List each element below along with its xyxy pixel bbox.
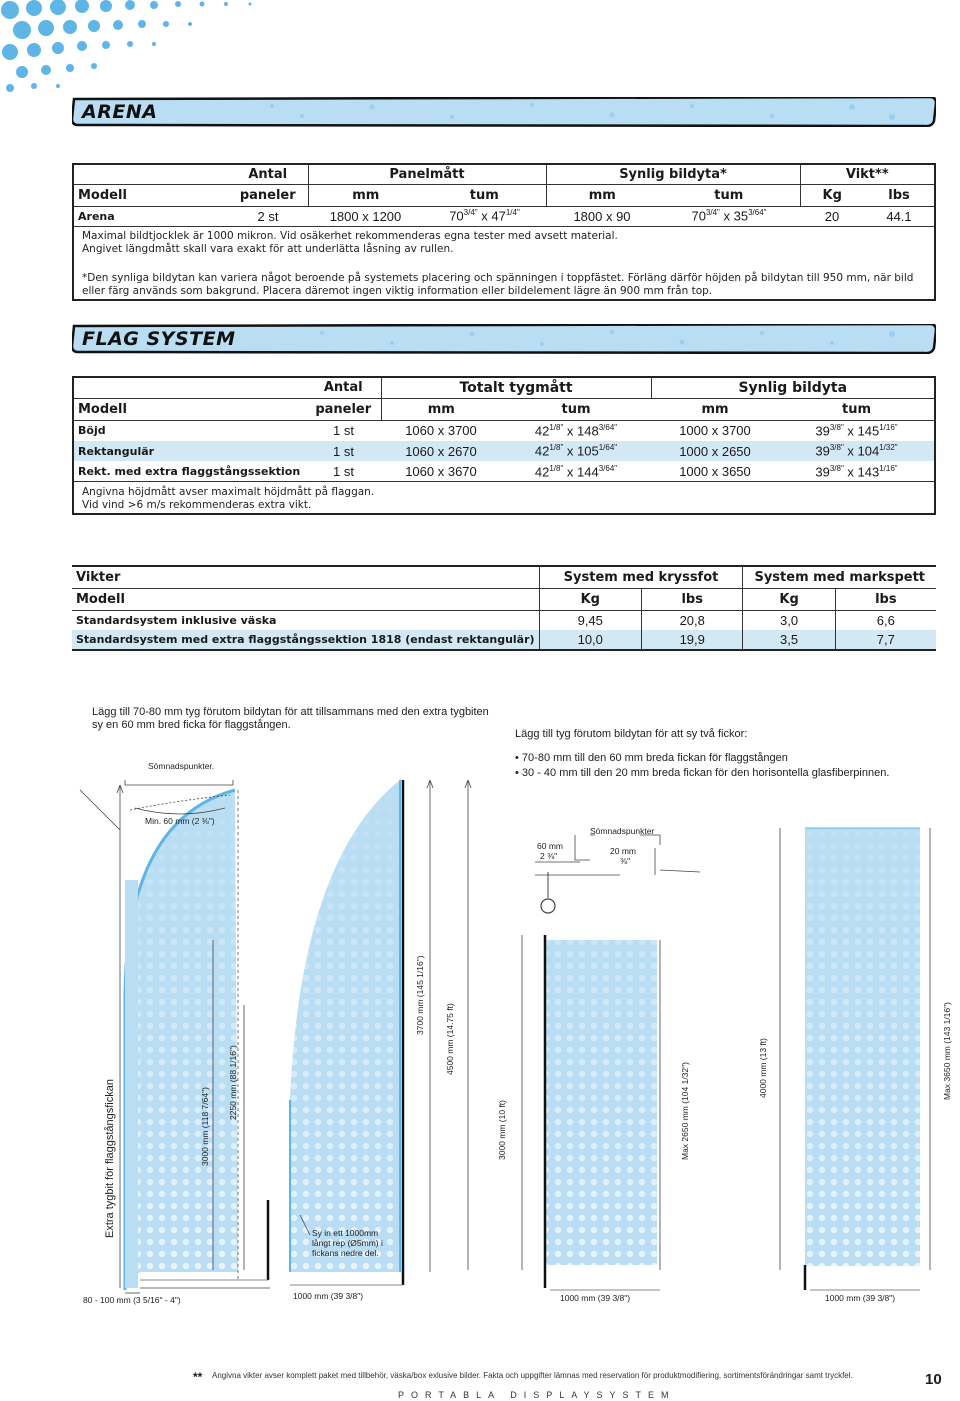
flag-cell-antal: 1 st: [333, 443, 354, 459]
diagram-bullet-2: • 30 - 40 mm till den 20 mm breda fickan för den horisontella glasfiberpinnen.: [515, 767, 890, 779]
mm60-inch-label: 2 ⅜": [540, 851, 558, 861]
arena-cell-synlig-mm: 1800 x 90: [573, 208, 631, 224]
flag-title: FLAG SYSTEM: [82, 328, 236, 350]
flag-cell-modell: Böjd: [78, 424, 106, 438]
weights-row: [72, 630, 936, 650]
arena-synlig-tum-a: 70: [691, 208, 706, 224]
arena-banner: [72, 97, 936, 127]
weights-row: [72, 610, 936, 630]
arena-panel-tum-a-sup: 3/4": [463, 208, 478, 218]
flag-header-synlig: Synlig bildyta: [651, 378, 934, 398]
weights-cell-lbs1: 19,9: [641, 630, 743, 650]
flag-header-totalt: Totalt tygmått: [381, 378, 651, 398]
weights-table: [72, 565, 936, 651]
arena-note-1: Maximal bildtjocklek är 1000 mikron. Vid osäkerhet rekommenderas egna tester med avsett material.: [82, 230, 618, 242]
tum-value: 39: [815, 443, 830, 459]
arena-cell-synlig-tum: [658, 206, 800, 226]
stitch-label-1: Sömnadspunkter.: [148, 761, 215, 771]
mm20-inch-label: ⅜": [620, 856, 631, 866]
weights-header-kg1: Kg: [539, 588, 641, 610]
weights-header-markspett: System med markspett: [743, 566, 936, 588]
tum-fraction: 1/16": [879, 423, 898, 433]
width-1000-b: 1000 mm (39 3/8"): [560, 1293, 631, 1303]
arena-cell-antal: 2 st: [257, 208, 279, 224]
weights-cell-kg2: 3,5: [743, 630, 835, 650]
tum-fraction: 3/64": [598, 463, 618, 473]
tum-value: 42: [534, 423, 550, 439]
tum-value: x 143: [843, 464, 880, 480]
tum-fraction: 3/8": [829, 463, 844, 473]
stitch-label-2: Sömnadspunkter: [590, 826, 655, 836]
flag-row: [74, 441, 934, 461]
arena-cell-panel-mm: 1800 x 1200: [329, 208, 402, 224]
flag-row: [74, 461, 934, 482]
tum-value: 39: [815, 423, 830, 439]
arena-cell-modell: Arena: [78, 209, 115, 223]
page-number: 10: [925, 1371, 942, 1388]
flag-divider: [74, 481, 934, 482]
dim-max-3650: Max 3650 mm (143 1/16"): [942, 1002, 952, 1100]
flag-cell-modell: Rekt. med extra flaggstångssektion: [78, 465, 301, 478]
tum-fraction: 1/8": [549, 443, 564, 453]
tum-fraction: 1/8": [549, 423, 564, 433]
flag-cell-tot-tum: [501, 420, 651, 441]
flag-cell-antal: 1 st: [333, 464, 354, 479]
weights-header-lbs2: lbs: [835, 588, 936, 610]
footer-note: Angivna vikter avser komplett paket med tillbehör, väska/box exlusive bilder. Fakta och uppgifter lämnas med reservation för produktmodifiering, sortimentsförändringar samt tryckfel.: [212, 1371, 853, 1380]
arena-panel-tum-x: x 47: [477, 208, 506, 224]
flag-cell-syn-mm: 1000 x 3650: [679, 464, 751, 479]
arena-panel-tum-a: 70: [449, 208, 464, 224]
arena-cell-panel-tum: [423, 206, 546, 226]
arena-header-lbs: lbs: [888, 187, 910, 203]
flag-header-modell: Modell: [78, 401, 127, 417]
arena-header-modell: Modell: [78, 187, 127, 203]
arena-header-tum2: tum: [714, 187, 744, 203]
flag-cell-antal: 1 st: [333, 423, 354, 439]
min-60-label: Min. 60 mm (2 ⅜"): [145, 816, 215, 826]
tum-fraction: 3/8": [829, 443, 844, 453]
tum-value: x 104: [843, 443, 880, 459]
rectangular-flag-extra: [780, 828, 930, 1290]
flag-row: [74, 420, 934, 441]
tum-value: x 105: [563, 443, 599, 459]
arena-cell-kg: 20: [824, 208, 840, 224]
weights-cell-lbs2: 7,7: [835, 630, 936, 650]
width-80-100: 80 - 100 mm (3 5/16" - 4"): [83, 1295, 181, 1305]
flag-cell-tot-tum: [501, 461, 651, 482]
tum-fraction: 3/64": [598, 423, 618, 433]
weights-header-kg2: Kg: [743, 588, 835, 610]
diagram-bullet-1: • 70-80 mm till den 60 mm breda fickan för flaggstången: [515, 752, 788, 764]
tum-fraction: 1/64": [598, 443, 618, 453]
flag-note-2: Vid vind >6 m/s rekommenderas extra vikt.: [82, 499, 312, 511]
arena-cell-lbs: 44.1: [886, 208, 912, 224]
flag-cell-syn-tum: [779, 461, 934, 482]
dim-4000: 4000 mm (13 ft): [758, 1038, 768, 1098]
mm60-label: 60 mm: [537, 841, 563, 851]
flag-cell-tot-mm: 1060 x 3700: [405, 423, 477, 439]
arena-header-synlig: Synlig bildyta*: [546, 165, 800, 184]
extra-fabric-label: Extra tygbit för flaggstångsfickan: [104, 1079, 116, 1238]
flag-header-paneler: paneler: [315, 401, 372, 417]
flag-cell-syn-mm: 1000 x 2650: [679, 443, 751, 459]
tum-value: x 148: [563, 423, 599, 439]
arena-header-paneler: paneler: [239, 187, 296, 203]
tum-value: 42: [534, 443, 550, 459]
flag-cell-syn-mm: 1000 x 3700: [679, 423, 751, 439]
weights-cell-lbs2: 6,6: [835, 610, 936, 630]
arena-synlig-tum-x: x 35: [719, 208, 749, 224]
dim-3000-a: 3000 mm (118 7/64"): [200, 1087, 210, 1166]
tum-value: 42: [534, 464, 550, 480]
bullet-text: 70-80 mm till den 60 mm breda fickan för flaggstången: [521, 752, 788, 764]
tum-fraction: 1/16": [879, 463, 898, 473]
diagram-left-text: Lägg till 70-80 mm tyg förutom bildytan för att tillsammans med den extra tygbiten sy en 60 mm bred ficka för flaggstången.: [92, 706, 489, 731]
flag-header-mm1: mm: [381, 398, 501, 420]
rectangular-flag: [522, 835, 700, 1290]
arena-header-panelmatt: Panelmått: [308, 165, 546, 184]
arena-table: [74, 165, 934, 227]
width-1000-a: 1000 mm (39 3/8"): [293, 1291, 364, 1301]
weights-header-modell: Modell: [76, 591, 125, 607]
flag-cell-tot-mm: 1060 x 2670: [405, 443, 477, 459]
flag-header-antal: Antal: [323, 380, 363, 396]
weights-cell-modell: Standardsystem inklusive väska: [76, 613, 277, 627]
tum-fraction: 1/8": [549, 463, 564, 473]
flag-cell-modell: Rektangulär: [78, 444, 155, 458]
footer-stars: **: [193, 1370, 203, 1384]
flag-note-1: Angivna höjdmått avser maximalt höjdmått på flaggan.: [82, 486, 375, 498]
weights-cell-kg1: 9,45: [539, 610, 641, 630]
arena-header-antal: Antal: [248, 166, 288, 182]
dim-2250: 2250 mm (88 1/16"): [228, 1045, 238, 1120]
bullet-text: 30 - 40 mm till den 20 mm breda fickan för den horisontella glasfiberpinnen.: [521, 767, 890, 779]
arena-note-2: Angivet längdmått skall vara exakt för att underlätta låsning av rullen.: [82, 243, 454, 255]
dim-4500: 4500 mm (14.75 ft): [445, 1003, 455, 1075]
arena-header-mm2: mm: [546, 184, 658, 206]
tum-value: x 145: [843, 423, 880, 439]
footer-brand: PORTABLA DISPLAYSYSTEM: [398, 1390, 676, 1400]
tum-fraction: 3/8": [829, 423, 844, 433]
dim-3000-b: 3000 mm (10 ft): [497, 1100, 507, 1160]
flag-cell-syn-tum: [779, 441, 934, 461]
flag-cell-tot-mm: 1060 x 3670: [405, 464, 477, 479]
arena-synlig-tum-a-sup: 3/4": [705, 208, 720, 218]
dot-pattern-decoration: [0, 0, 330, 95]
rope-note: Sy in ett 1000mm långt rep (Ø5mm) i fickans nedre del.: [312, 1228, 383, 1258]
flag-header-tum2: tum: [841, 401, 871, 417]
flag-table: [74, 378, 934, 482]
flag-diagrams: [0, 740, 960, 1330]
weights-header-lbs1: lbs: [641, 588, 743, 610]
weights-cell-kg1: 10,0: [539, 630, 641, 650]
flag-header-tum1: tum: [561, 401, 591, 417]
mm20-label: 20 mm: [610, 846, 636, 856]
flag-cell-syn-tum: [779, 420, 934, 441]
arena-header-vikt: Vikt**: [800, 165, 934, 184]
weights-cell-lbs1: 20,8: [641, 610, 743, 630]
arena-note-3: *Den synliga bildytan kan variera något beroende på systemets placering och spänningen i toppfästet. Förläng därför höjden på bildytan till 950 mm, när bild eller färg används som bakgrund. Placera däremot ingen viktig information eller bildelement lägre än 900 mm från top.: [82, 272, 914, 297]
rounded-flag: [290, 780, 471, 1285]
dim-max-2650: Max 2650 mm (104 1/32"): [680, 1062, 690, 1160]
tum-value: 39: [815, 464, 830, 480]
arena-header-kg: Kg: [800, 184, 864, 206]
tum-fraction: 1/32": [879, 443, 898, 453]
weights-header-kryssfot: System med kryssfot: [539, 566, 743, 588]
arena-row: [74, 206, 934, 226]
arena-title: ARENA: [82, 101, 158, 123]
width-1000-c: 1000 mm (39 3/8"): [825, 1293, 896, 1303]
weights-cell-modell: Standardsystem med extra flaggstångssektion 1818 (endast rektangulär): [76, 633, 535, 646]
arena-synlig-tum-b-sup: 3/64": [748, 208, 767, 218]
arena-panel-tum-b-sup: 1/4": [505, 208, 520, 218]
tum-value: x 144: [563, 464, 599, 480]
weights-cell-kg2: 3,0: [743, 610, 835, 630]
weights-header-vikter: Vikter: [76, 569, 121, 585]
arena-header-mm1: mm: [308, 184, 423, 206]
arena-header-tum1: tum: [469, 187, 499, 203]
flag-banner: [72, 324, 936, 354]
flag-header-mm2: mm: [701, 401, 729, 417]
diagram-right-text: Lägg till tyg förutom bildytan för att sy två fickor:: [515, 728, 748, 740]
dim-3700: 3700 mm (145 1/16"): [415, 955, 425, 1035]
flag-cell-tot-tum: [501, 441, 651, 461]
